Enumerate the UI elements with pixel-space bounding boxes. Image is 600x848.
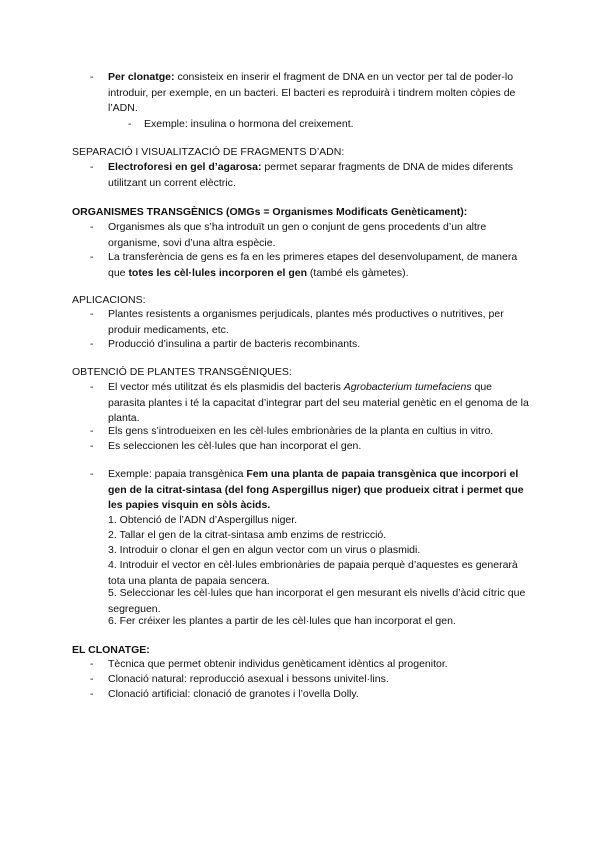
list-item-apl-2 — [90, 337, 530, 353]
list-item-obt-1 — [90, 380, 530, 427]
item-text-end: que parasita plantes i té la capacitat d’integrar part del seu material genètic en el genoma de la planta. — [108, 381, 529, 424]
item-text: Clonació artificial: clonació de granotes i l’ovella Dolly. — [108, 688, 359, 700]
bullet-dash: - — [90, 161, 94, 173]
bullet-dash: - — [90, 440, 94, 452]
bullet-dash: - — [90, 251, 94, 263]
section-heading-separacio: SEPARACIÓ I VISUALITZACIÓ DE FRAGMENTS D’ADN: — [72, 146, 345, 158]
list-item-omg-1 — [90, 220, 530, 251]
step-3: 3. Introduir o clonar el gen en algun vector com un virus o plasmidi. — [108, 544, 421, 556]
bullet-dash: - — [90, 425, 94, 437]
list-item-clon-1 — [90, 657, 530, 673]
item-text: consisteix en inserir el fragment de DNA en un vector per tal de poder-lo introduir, per exemple, en un bacteri. El bacteri es reproduirà i tindrem molten còpies de l’ADN. — [108, 71, 516, 114]
term-bold: Per clonatge: — [108, 71, 175, 83]
list-item-obt-3 — [90, 439, 530, 455]
bullet-dash: - — [90, 673, 94, 685]
species-italic: Agrobacterium tumefaciens — [343, 381, 472, 393]
step-6: 6. Fer créixer les plantes a partir de les cèl·lules que han incorporat el gen. — [108, 615, 456, 627]
list-item-obt-2 — [90, 424, 530, 440]
bullet-dash: - — [90, 688, 94, 700]
list-item-clon-3 — [90, 687, 530, 703]
item-text: El vector més utilitzat és els plasmidis del bacteris — [108, 381, 344, 393]
item-text: Organismes als que s’ha introduït un gen o conjunt de gens procedents d’un altre organisme, sovi d’una altra espècie. — [108, 221, 487, 249]
section-heading-aplicacions: APLICACIONS: — [72, 294, 146, 306]
item-text: permet separar fragments de DNA de mides diferents utilitzant un corrent elèctric. — [108, 161, 514, 189]
list-item-obt-example — [90, 467, 530, 514]
item-text: Exemple: insulina o hormona del creixement. — [144, 118, 354, 130]
step-4: 4. Introduir el vector en cèl·lules embrionàries de papaia perquè d’aquestes es generarà tota una planta de papaia sencera. — [108, 559, 518, 587]
bullet-dash: - — [128, 118, 132, 130]
item-text: Clonació natural: reproducció asexual i bessons univitel·lins. — [108, 673, 389, 685]
bullet-dash: - — [90, 658, 94, 670]
sub-item-example — [128, 117, 528, 133]
item-text-end: (també els gàmetes). — [307, 266, 409, 279]
emphasis-bold: totes les cèl·lules incorporen el gen — [128, 266, 307, 279]
list-item-clon-2 — [90, 672, 530, 688]
bullet-dash: - — [90, 308, 94, 320]
list-item-per-clonatge — [90, 70, 530, 117]
section-heading-clonatge: EL CLONATGE: — [72, 644, 150, 656]
item-text: Exemple: papaia transgènica — [108, 468, 247, 480]
item-text: Tècnica que permet obtenir individus genèticament idèntics al progenitor. — [108, 658, 448, 670]
bullet-dash: - — [90, 71, 94, 83]
step-5: 5. Seleccionar les cèl·lules que han incorporat el gen mesurant els nivells d’àcid cítric que segreguen. — [108, 587, 526, 615]
list-item-apl-1 — [90, 307, 530, 338]
item-text: La transferència de gens es fa en les primeres etapes del desenvolupament, de manera que — [108, 251, 518, 279]
bullet-dash: - — [90, 221, 94, 233]
section-heading-obtencio: OBTENCIÓ DE PLANTES TRANSGÈNIQUES: — [72, 366, 292, 378]
item-text: Plantes resistents a organismes perjudicals, plantes més productives o nutritives, per produir medicaments, etc. — [108, 308, 504, 336]
item-text: Producció d’insulina a partir de bacteris recombinants. — [108, 338, 361, 350]
section-heading-omg: ORGANISMES TRANSGÈNICS (OMGs = Organismes Modificats Genèticament): — [72, 206, 468, 218]
term-bold: Electroforesi en gel d’agarosa: — [108, 161, 262, 173]
bullet-dash: - — [90, 468, 94, 480]
step-2: 2. Tallar el gen de la citrat-sintasa amb enzims de restricció. — [108, 529, 387, 541]
emphasis-bold: Fem una planta de papaia transgènica que incorpori el gen de la citrat-sintasa (del fong Aspergillus niger) que produeix citrat i permet que les papies visquin en sòls àcids. — [108, 468, 524, 511]
bullet-dash: - — [90, 338, 94, 350]
list-item-omg-2 — [90, 250, 530, 281]
bullet-dash: - — [90, 381, 94, 393]
list-item-electroforesi — [90, 160, 530, 191]
item-text: Els gens s’introdueixen en les cèl·lules embrionàries de la planta en cultius in vitro. — [108, 425, 494, 437]
item-text: Es seleccionen les cèl·lules que han incorporat el gen. — [108, 440, 362, 452]
step-1: 1. Obtenció de l’ADN d’Aspergillus niger. — [108, 514, 298, 526]
